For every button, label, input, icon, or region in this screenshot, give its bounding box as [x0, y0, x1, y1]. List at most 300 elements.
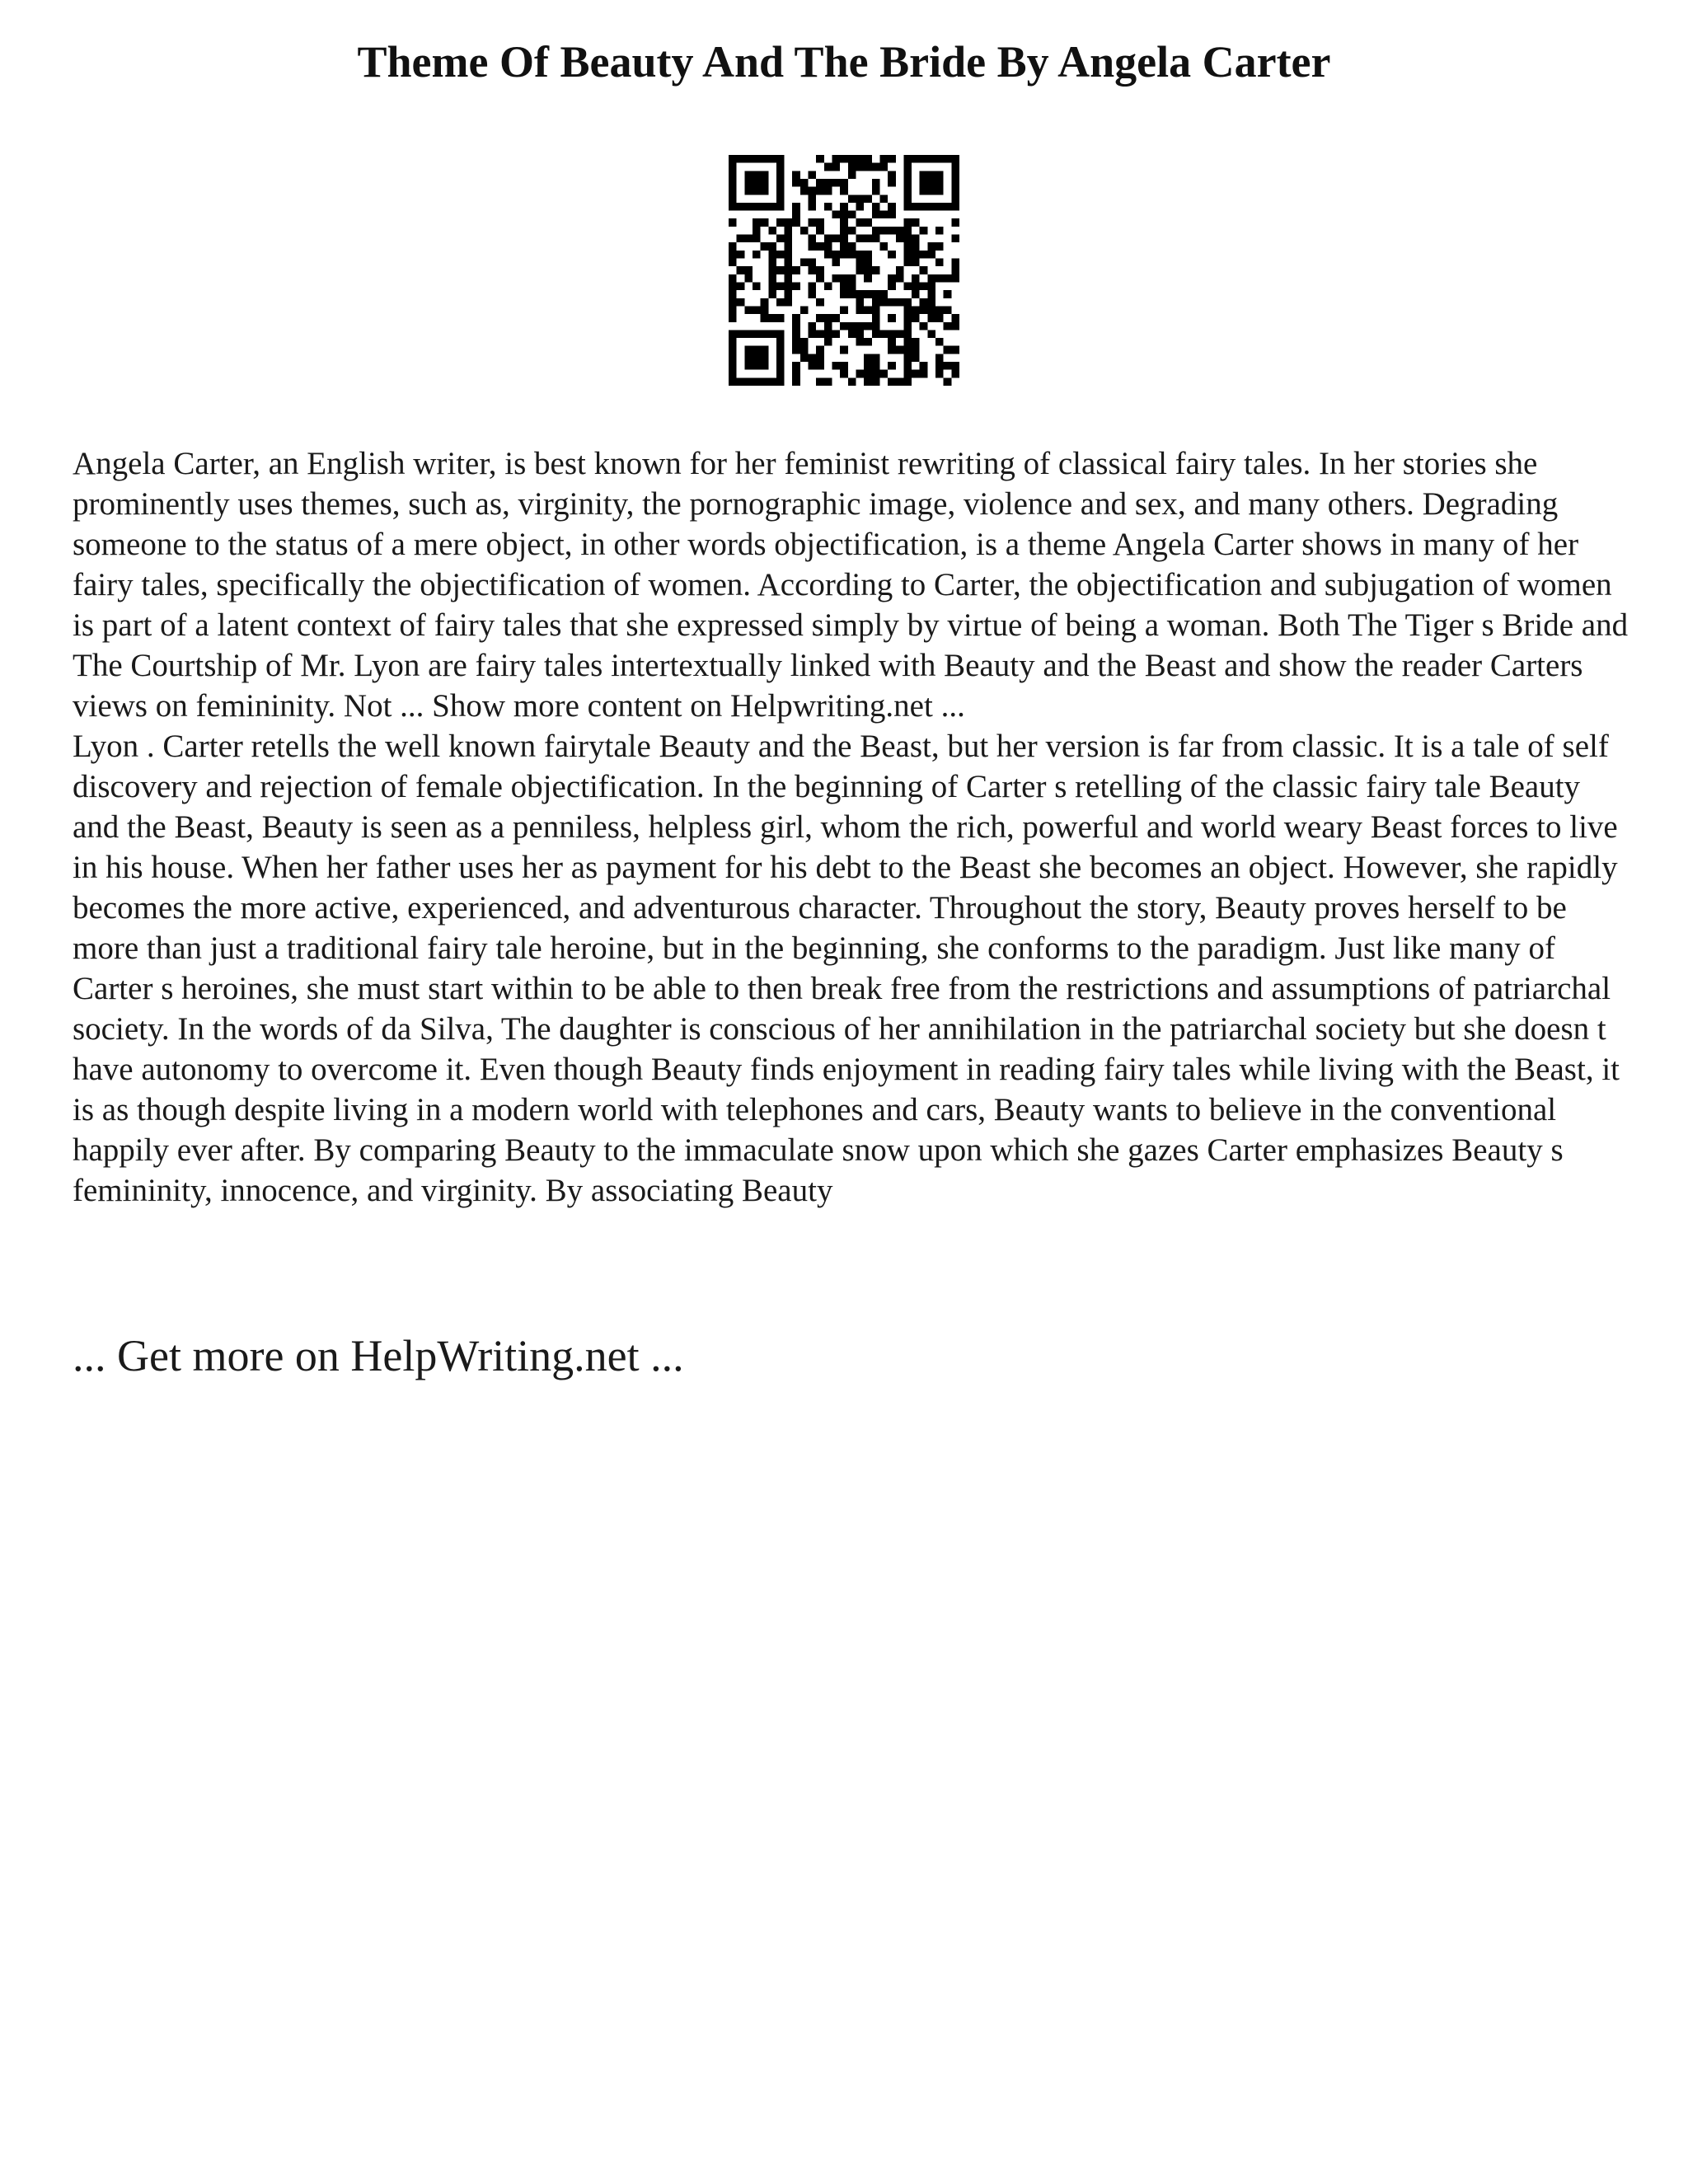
qr-module	[776, 203, 785, 211]
qr-module	[816, 227, 824, 235]
qr-module	[840, 346, 848, 354]
qr-module	[761, 298, 769, 307]
qr-module	[761, 171, 769, 179]
qr-module	[761, 346, 769, 354]
qr-module	[935, 354, 944, 362]
qr-module	[903, 235, 912, 243]
qr-module	[912, 338, 920, 346]
qr-module	[920, 282, 928, 290]
qr-module	[809, 322, 817, 330]
qr-module	[776, 354, 785, 362]
qr-module	[792, 330, 800, 338]
qr-module	[761, 155, 769, 163]
qr-module	[935, 274, 944, 283]
qr-module	[951, 362, 959, 370]
qr-module	[872, 314, 880, 322]
qr-module	[927, 251, 935, 259]
qr-module	[737, 377, 745, 386]
qr-module	[816, 314, 824, 322]
qr-module	[879, 227, 888, 235]
qr-module	[848, 163, 856, 171]
qr-module	[927, 242, 935, 251]
qr-module	[856, 322, 864, 330]
qr-module	[832, 179, 841, 187]
qr-module	[848, 282, 856, 290]
qr-module	[824, 377, 832, 386]
qr-module	[896, 377, 904, 386]
qr-module	[840, 274, 848, 283]
qr-module	[824, 322, 832, 330]
qr-module	[737, 298, 745, 307]
qr-module	[951, 259, 959, 267]
qr-module	[872, 227, 880, 235]
qr-module	[944, 290, 952, 298]
qr-module	[785, 282, 793, 290]
qr-module	[879, 242, 888, 251]
qr-module	[927, 290, 935, 298]
qr-module	[848, 171, 856, 179]
qr-module	[927, 298, 935, 307]
qr-module	[951, 370, 959, 378]
qr-module	[920, 322, 928, 330]
qr-module	[785, 227, 793, 235]
qr-module	[935, 187, 944, 195]
qr-module	[785, 266, 793, 274]
qr-module	[737, 203, 745, 211]
qr-module	[776, 194, 785, 203]
qr-module	[896, 346, 904, 354]
qr-module	[912, 203, 920, 211]
qr-module	[903, 242, 912, 251]
qr-module	[872, 370, 880, 378]
qr-module	[737, 251, 745, 259]
qr-module	[840, 251, 848, 259]
qr-module	[824, 203, 832, 211]
qr-module	[776, 314, 785, 322]
qr-module	[785, 218, 793, 227]
qr-module	[737, 330, 745, 338]
qr-module	[776, 282, 785, 290]
qr-module	[809, 242, 817, 251]
qr-module	[864, 306, 872, 314]
qr-module	[737, 266, 745, 274]
qr-module	[903, 338, 912, 346]
qr-module	[737, 282, 745, 290]
qr-module	[753, 377, 761, 386]
qr-module	[753, 282, 761, 290]
get-more-link[interactable]: ... Get more on HelpWriting.net ...	[73, 1331, 684, 1380]
qr-module	[729, 218, 737, 227]
qr-module	[744, 362, 753, 370]
page-title: Theme Of Beauty And The Bride By Angela Carter	[357, 37, 1331, 87]
qr-module	[920, 306, 928, 314]
qr-module	[840, 227, 848, 235]
qr-module	[888, 274, 896, 283]
qr-module	[920, 251, 928, 259]
qr-module	[792, 218, 800, 227]
qr-module	[864, 377, 872, 386]
qr-module	[840, 242, 848, 251]
qr-module	[912, 290, 920, 298]
qr-module	[768, 251, 776, 259]
qr-module	[912, 251, 920, 259]
qr-module	[729, 251, 737, 259]
qr-module	[888, 203, 896, 211]
qr-module	[785, 298, 793, 307]
qr-module	[761, 314, 769, 322]
qr-module	[872, 306, 880, 314]
qr-module	[903, 370, 912, 378]
qr-module	[951, 266, 959, 274]
qr-module	[840, 362, 848, 370]
qr-module	[912, 306, 920, 314]
qr-module	[776, 187, 785, 195]
qr-module	[768, 203, 776, 211]
qr-module	[840, 370, 848, 378]
qr-module	[903, 377, 912, 386]
qr-module	[912, 259, 920, 267]
qr-module	[951, 235, 959, 243]
qr-module	[927, 155, 935, 163]
qr-module	[903, 306, 912, 314]
qr-module	[872, 163, 880, 171]
qr-module	[809, 362, 817, 370]
qr-module	[927, 187, 935, 195]
qr-module	[792, 362, 800, 370]
qr-module	[761, 187, 769, 195]
qr-module	[888, 282, 896, 290]
qr-module	[792, 266, 800, 274]
qr-module	[729, 194, 737, 203]
qr-module	[903, 203, 912, 211]
qr-module	[800, 354, 809, 362]
qr-module	[761, 354, 769, 362]
qr-module	[744, 171, 753, 179]
qr-module	[792, 377, 800, 386]
qr-module	[832, 274, 841, 283]
qr-module	[768, 266, 776, 274]
qr-module	[800, 346, 809, 354]
qr-module	[951, 322, 959, 330]
qr-module	[768, 227, 776, 235]
qr-module	[809, 290, 817, 298]
qr-module	[879, 290, 888, 298]
qr-module	[951, 194, 959, 203]
qr-module	[951, 203, 959, 211]
qr-module	[872, 187, 880, 195]
qr-module	[816, 377, 824, 386]
qr-module	[935, 338, 944, 346]
qr-module	[800, 338, 809, 346]
qr-module	[816, 362, 824, 370]
qr-module	[920, 362, 928, 370]
qr-module	[744, 179, 753, 187]
qr-module	[816, 187, 824, 195]
qr-module	[792, 179, 800, 187]
qr-module	[888, 338, 896, 346]
qr-module	[888, 171, 896, 179]
qr-module	[935, 171, 944, 179]
qr-module	[903, 346, 912, 354]
qr-module	[927, 171, 935, 179]
qr-module	[903, 314, 912, 322]
qr-module	[944, 203, 952, 211]
qr-module	[776, 338, 785, 346]
qr-module	[879, 370, 888, 378]
qr-module	[903, 298, 912, 307]
qr-module	[840, 155, 848, 163]
qr-module	[729, 338, 737, 346]
qr-module	[879, 163, 888, 171]
qr-module	[753, 330, 761, 338]
qr-module	[879, 298, 888, 307]
qr-module	[824, 242, 832, 251]
qr-module	[809, 218, 817, 227]
qr-code-icon[interactable]	[729, 155, 959, 386]
qr-module	[824, 338, 832, 346]
qr-module	[944, 362, 952, 370]
qr-module	[824, 179, 832, 187]
qr-module	[920, 171, 928, 179]
qr-module	[927, 282, 935, 290]
qr-module	[832, 251, 841, 259]
qr-module	[848, 227, 856, 235]
qr-module	[809, 171, 817, 179]
qr-module	[840, 322, 848, 330]
qr-module	[768, 314, 776, 322]
qr-module	[840, 306, 848, 314]
qr-module	[832, 235, 841, 243]
qr-module	[800, 187, 809, 195]
qr-module	[848, 155, 856, 163]
article-body	[73, 443, 1630, 1211]
qr-module	[744, 377, 753, 386]
qr-module	[792, 203, 800, 211]
qr-module	[792, 338, 800, 346]
qr-module	[856, 298, 864, 307]
qr-module	[888, 330, 896, 338]
qr-module	[856, 194, 864, 203]
qr-module	[785, 251, 793, 259]
qr-module	[848, 242, 856, 251]
qr-module	[935, 203, 944, 211]
qr-module	[864, 259, 872, 267]
qr-module	[776, 155, 785, 163]
qr-module	[800, 227, 809, 235]
qr-module	[912, 314, 920, 322]
qr-module	[879, 194, 888, 203]
qr-module	[888, 155, 896, 163]
qr-module	[872, 298, 880, 307]
qr-module	[816, 354, 824, 362]
qr-module	[864, 338, 872, 346]
qr-module	[927, 330, 935, 338]
qr-module	[776, 362, 785, 370]
qr-module	[856, 203, 864, 211]
qr-module	[729, 377, 737, 386]
qr-module	[856, 306, 864, 314]
qr-module	[729, 187, 737, 195]
qr-module	[840, 211, 848, 219]
qr-module	[809, 259, 817, 267]
qr-module	[776, 298, 785, 307]
qr-module	[920, 227, 928, 235]
qr-module	[816, 266, 824, 274]
qr-module	[903, 259, 912, 267]
qr-module	[744, 155, 753, 163]
qr-module	[809, 330, 817, 338]
qr-module	[944, 274, 952, 283]
qr-module	[864, 322, 872, 330]
qr-module	[903, 194, 912, 203]
paragraph-intro: Angela Carter, an English writer, is best known for her feminist rewriting of classical fairy tales. In her stories she prominently uses themes, such as, virginity, the pornographic image, violence and sex, and many others. Degrading someone to the status of a mere object, in other words objectification, is a theme Angela Carter shows in many of her fairy tales, specifically the objectification of women. According to Carter, the objectification and subjugation of women is part of a latent context of fairy tales that she expressed simply by virtue of being a woman. Both The Tiger s Bride and The Courtship of Mr. Lyon are fairy tales intertextually linked with Beauty and the Beast and show the reader Carters views on femininity. Not ... Show more content on Helpwriting.net ...	[73, 446, 1629, 724]
qr-module	[840, 187, 848, 195]
qr-module	[768, 377, 776, 386]
qr-module	[824, 251, 832, 259]
qr-module	[896, 274, 904, 283]
qr-module	[729, 282, 737, 290]
qr-module	[872, 235, 880, 243]
qr-module	[896, 227, 904, 235]
qr-module	[856, 290, 864, 298]
qr-module	[768, 259, 776, 267]
qr-module	[903, 227, 912, 235]
qr-module	[809, 354, 817, 362]
qr-module	[753, 235, 761, 243]
qr-module	[744, 330, 753, 338]
qr-module	[935, 306, 944, 314]
qr-module	[872, 354, 880, 362]
qr-module	[816, 218, 824, 227]
qr-module	[824, 187, 832, 195]
qr-module	[792, 322, 800, 330]
qr-module	[912, 346, 920, 354]
qr-module	[872, 266, 880, 274]
qr-module	[792, 346, 800, 354]
qr-module	[768, 290, 776, 298]
qr-module	[864, 235, 872, 243]
qr-module	[816, 298, 824, 307]
qr-module	[744, 306, 753, 314]
qr-module	[903, 187, 912, 195]
qr-module	[872, 179, 880, 187]
qr-module	[888, 377, 896, 386]
qr-module	[951, 163, 959, 171]
qr-module	[768, 242, 776, 251]
qr-module	[824, 282, 832, 290]
qr-module	[832, 330, 841, 338]
qr-module	[927, 203, 935, 211]
qr-module	[864, 251, 872, 259]
qr-module	[951, 179, 959, 187]
qr-module	[888, 298, 896, 307]
qr-module	[792, 171, 800, 179]
qr-module	[792, 314, 800, 322]
qr-module	[864, 194, 872, 203]
qr-module	[944, 155, 952, 163]
qr-module	[729, 370, 737, 378]
qr-module	[776, 330, 785, 338]
qr-module	[809, 194, 817, 203]
qr-module	[848, 194, 856, 203]
qr-module	[840, 203, 848, 211]
qr-module	[848, 377, 856, 386]
qr-module	[856, 235, 864, 243]
qr-module	[944, 346, 952, 354]
qr-module	[768, 282, 776, 290]
qr-module	[776, 377, 785, 386]
qr-module	[872, 290, 880, 298]
qr-module	[729, 290, 737, 298]
qr-module	[809, 203, 817, 211]
qr-module	[888, 227, 896, 235]
qr-module	[864, 370, 872, 378]
qr-module	[729, 179, 737, 187]
qr-module	[744, 346, 753, 354]
qr-module	[920, 370, 928, 378]
qr-module	[729, 163, 737, 171]
qr-module	[744, 235, 753, 243]
qr-module	[864, 266, 872, 274]
qr-module	[832, 211, 841, 219]
qr-module	[872, 362, 880, 370]
qr-module	[753, 155, 761, 163]
qr-module	[744, 203, 753, 211]
qr-module	[776, 163, 785, 171]
qr-module	[848, 211, 856, 219]
qr-module	[903, 362, 912, 370]
qr-module	[935, 242, 944, 251]
qr-module	[879, 330, 888, 338]
qr-module	[848, 330, 856, 338]
qr-module	[753, 227, 761, 235]
qr-module	[927, 274, 935, 283]
qr-module	[761, 330, 769, 338]
qr-module	[744, 274, 753, 283]
qr-module	[729, 298, 737, 307]
qr-module	[912, 218, 920, 227]
qr-module	[816, 179, 824, 187]
qr-module	[951, 218, 959, 227]
qr-module	[912, 235, 920, 243]
qr-module	[888, 211, 896, 219]
qr-module	[864, 354, 872, 362]
qr-module	[785, 235, 793, 243]
qr-module	[896, 235, 904, 243]
qr-module	[840, 282, 848, 290]
qr-module	[935, 362, 944, 370]
qr-module	[872, 377, 880, 386]
qr-module	[761, 218, 769, 227]
qr-code-graphic	[729, 155, 959, 386]
qr-module	[927, 179, 935, 187]
qr-module	[903, 179, 912, 187]
qr-module	[920, 155, 928, 163]
qr-module	[809, 266, 817, 274]
qr-module	[935, 155, 944, 163]
qr-module	[856, 330, 864, 338]
qr-module	[848, 251, 856, 259]
qr-module	[832, 314, 841, 322]
qr-module	[785, 290, 793, 298]
qr-module	[848, 322, 856, 330]
qr-module	[761, 242, 769, 251]
qr-module	[753, 251, 761, 259]
qr-module	[768, 274, 776, 283]
qr-module	[920, 203, 928, 211]
qr-module	[785, 274, 793, 283]
qr-module	[832, 259, 841, 267]
